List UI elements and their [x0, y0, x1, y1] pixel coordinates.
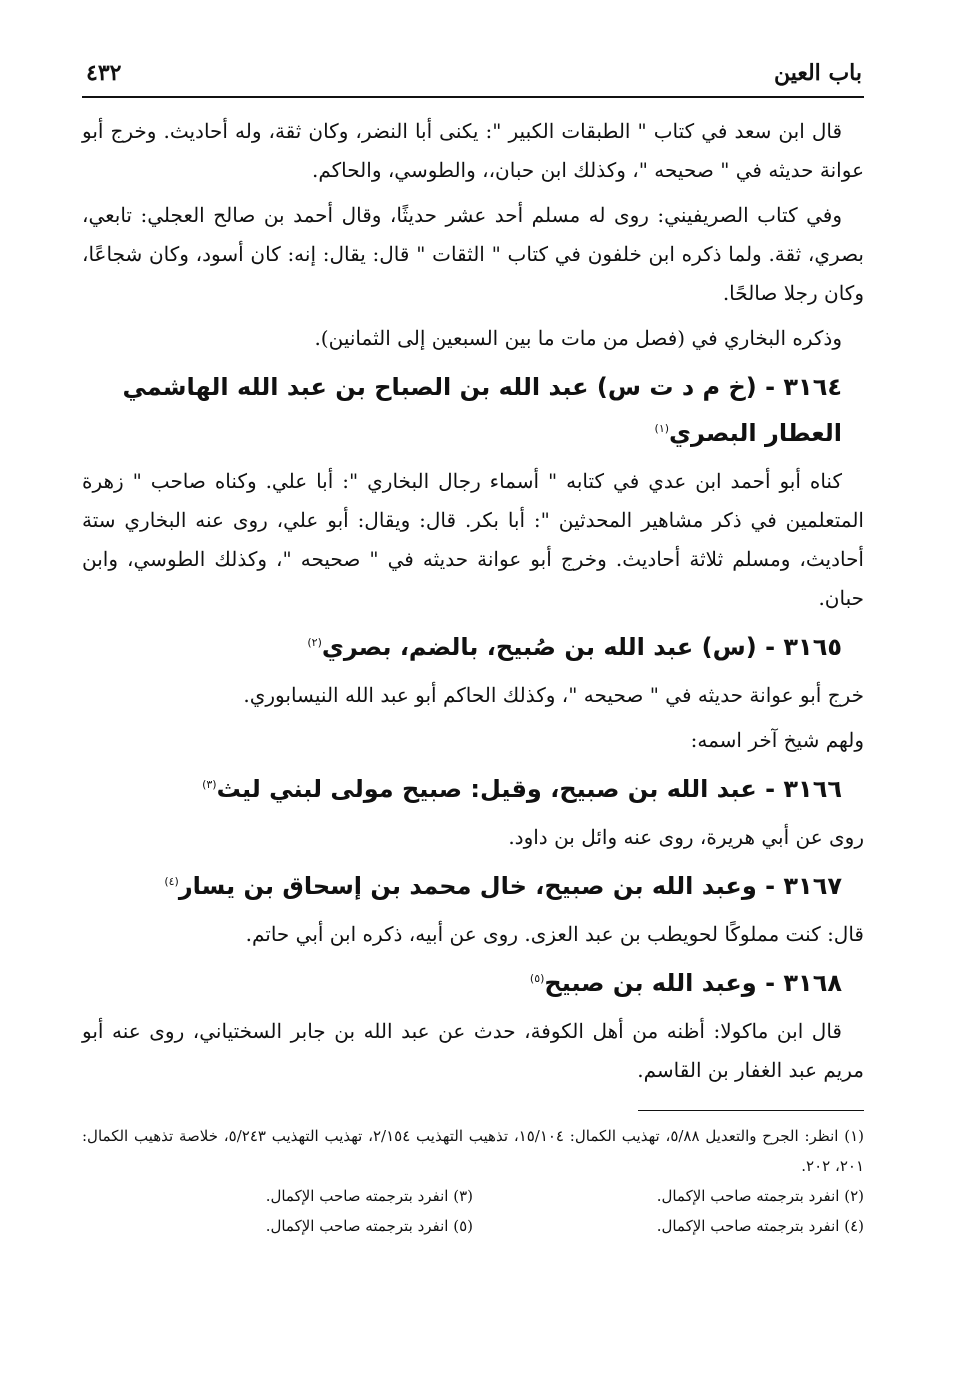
- paragraph: وذكره البخاري في (فصل من مات ما بين السبعين إلى الثمانين).: [314, 326, 842, 350]
- footnote-2: (٢) انفرد بترجمته صاحب الإكمال.: [656, 1187, 864, 1205]
- page: [82, 50, 864, 1241]
- page-header: [82, 50, 864, 98]
- footnotes: [82, 1121, 864, 1241]
- footnote-3: (٣) انفرد بترجمته صاحب الإكمال.: [265, 1187, 473, 1205]
- running-title: باب العين: [773, 60, 862, 86]
- entry-heading-3166: [82, 766, 864, 812]
- footnote-row: [82, 1211, 864, 1241]
- footnote-1: (١) انظر: الجرح والتعديل ٥/٨٨، تهذيب الكمال: ١٥/١٠٤، تذهيب التهذيب ٢/١٥٤، تهذيب التهذيب ٥/٢٤٣، خلاصة تذهيب الكمال: ٢٠١، ٢٠٢.: [82, 1127, 864, 1175]
- entry-heading-3165: [82, 624, 864, 670]
- page-number: ٤٣٢: [86, 60, 122, 86]
- paragraph: ولهم شيخ آخر اسمه:: [690, 728, 864, 752]
- paragraph: كناه أبو أحمد ابن عدي في كتابه " أسماء رجال البخاري ": أبا علي. وكناه صاحب " زهرة المتعلمين في ذكر مشاهير المحدثين ": أبا بكر. قال: ويقال: أبو علي، روى عنه البخاري ستة أحاديث، ومسلم ثلاثة أحاديث. وخرج أبو عوانة حديثه في " صحيحه "، وكذلك الطوسي، وابن حبان.: [82, 469, 864, 610]
- footnote-ref: (١): [654, 422, 670, 435]
- paragraph: قال: كنت مملوكًا لحويطب بن عبد العزى. روى عن أبيه، ذكره ابن أبي حاتم.: [245, 922, 864, 946]
- paragraph: قال ابن ماكولا: أظنه من أهل الكوفة، حدث عن عبد الله بن جابر السختياني، روى عنه أبو مريم عبد الغفار بن القاسم.: [82, 1019, 864, 1082]
- footnote-row: [82, 1181, 864, 1211]
- footnote-ref: (٥): [529, 972, 545, 985]
- main-text: [82, 112, 864, 1090]
- footnote-ref: (٢): [307, 636, 322, 649]
- entry-heading-text: ٣١٦٨ - وعبد الله بن صبيح: [544, 969, 842, 997]
- paragraph: خرج أبو عوانة حديثه في " صحيحه "، وكذلك الحاكم أبو عبد الله النيسابوري.: [243, 683, 864, 707]
- footnote-5: (٥) انفرد بترجمته صاحب الإكمال.: [265, 1217, 473, 1235]
- footnote-ref: (٣): [202, 778, 217, 791]
- entry-heading-text: ٣١٦٤ - (خ م د ت س) عبد الله بن الصباح بن عبد الله الهاشمي العطار البصري: [122, 373, 842, 447]
- paragraph: وفي كتاب الصريفيني: روى له مسلم أحد عشر حديثًا، وقال أحمد بن صالح العجلي: تابعي، بصري، ثقة. ولما ذكره ابن خلفون في كتاب " الثقات " قال: يقال: إنه: كان أسود، وكان شجاعًا، وكان رجلا صالحًا.: [82, 203, 864, 305]
- footnote-divider: [638, 1110, 864, 1111]
- paragraph: قال ابن سعد في كتاب " الطبقات الكبير ": يكنى أبا النضر، وكان ثقة، وله أحاديث. وخرج أبو عوانة حديثه في " صحيحه "، وكذلك ابن حبان،، والطوسي، والحاكم.: [82, 119, 864, 182]
- footnote-4: (٤) انفرد بترجمته صاحب الإكمال.: [656, 1217, 864, 1235]
- entry-heading-3168: [82, 960, 864, 1006]
- footnote-ref: (٤): [164, 875, 179, 888]
- entry-heading-text: ٣١٦٥ - (س) عبد الله بن صُبيح، بالضم، بصري: [321, 633, 842, 661]
- entry-heading-3164: [82, 364, 864, 456]
- entry-heading-3167: [82, 863, 864, 909]
- paragraph: روى عن أبي هريرة، روى عنه وائل بن داود.: [508, 825, 864, 849]
- entry-heading-text: ٣١٦٦ - عبد الله بن صبيح، وقيل: صبيح مولى لبني ليث: [216, 775, 842, 803]
- entry-heading-text: ٣١٦٧ - وعبد الله بن صبيح، خال محمد بن إسحاق بن يسار: [178, 872, 842, 900]
